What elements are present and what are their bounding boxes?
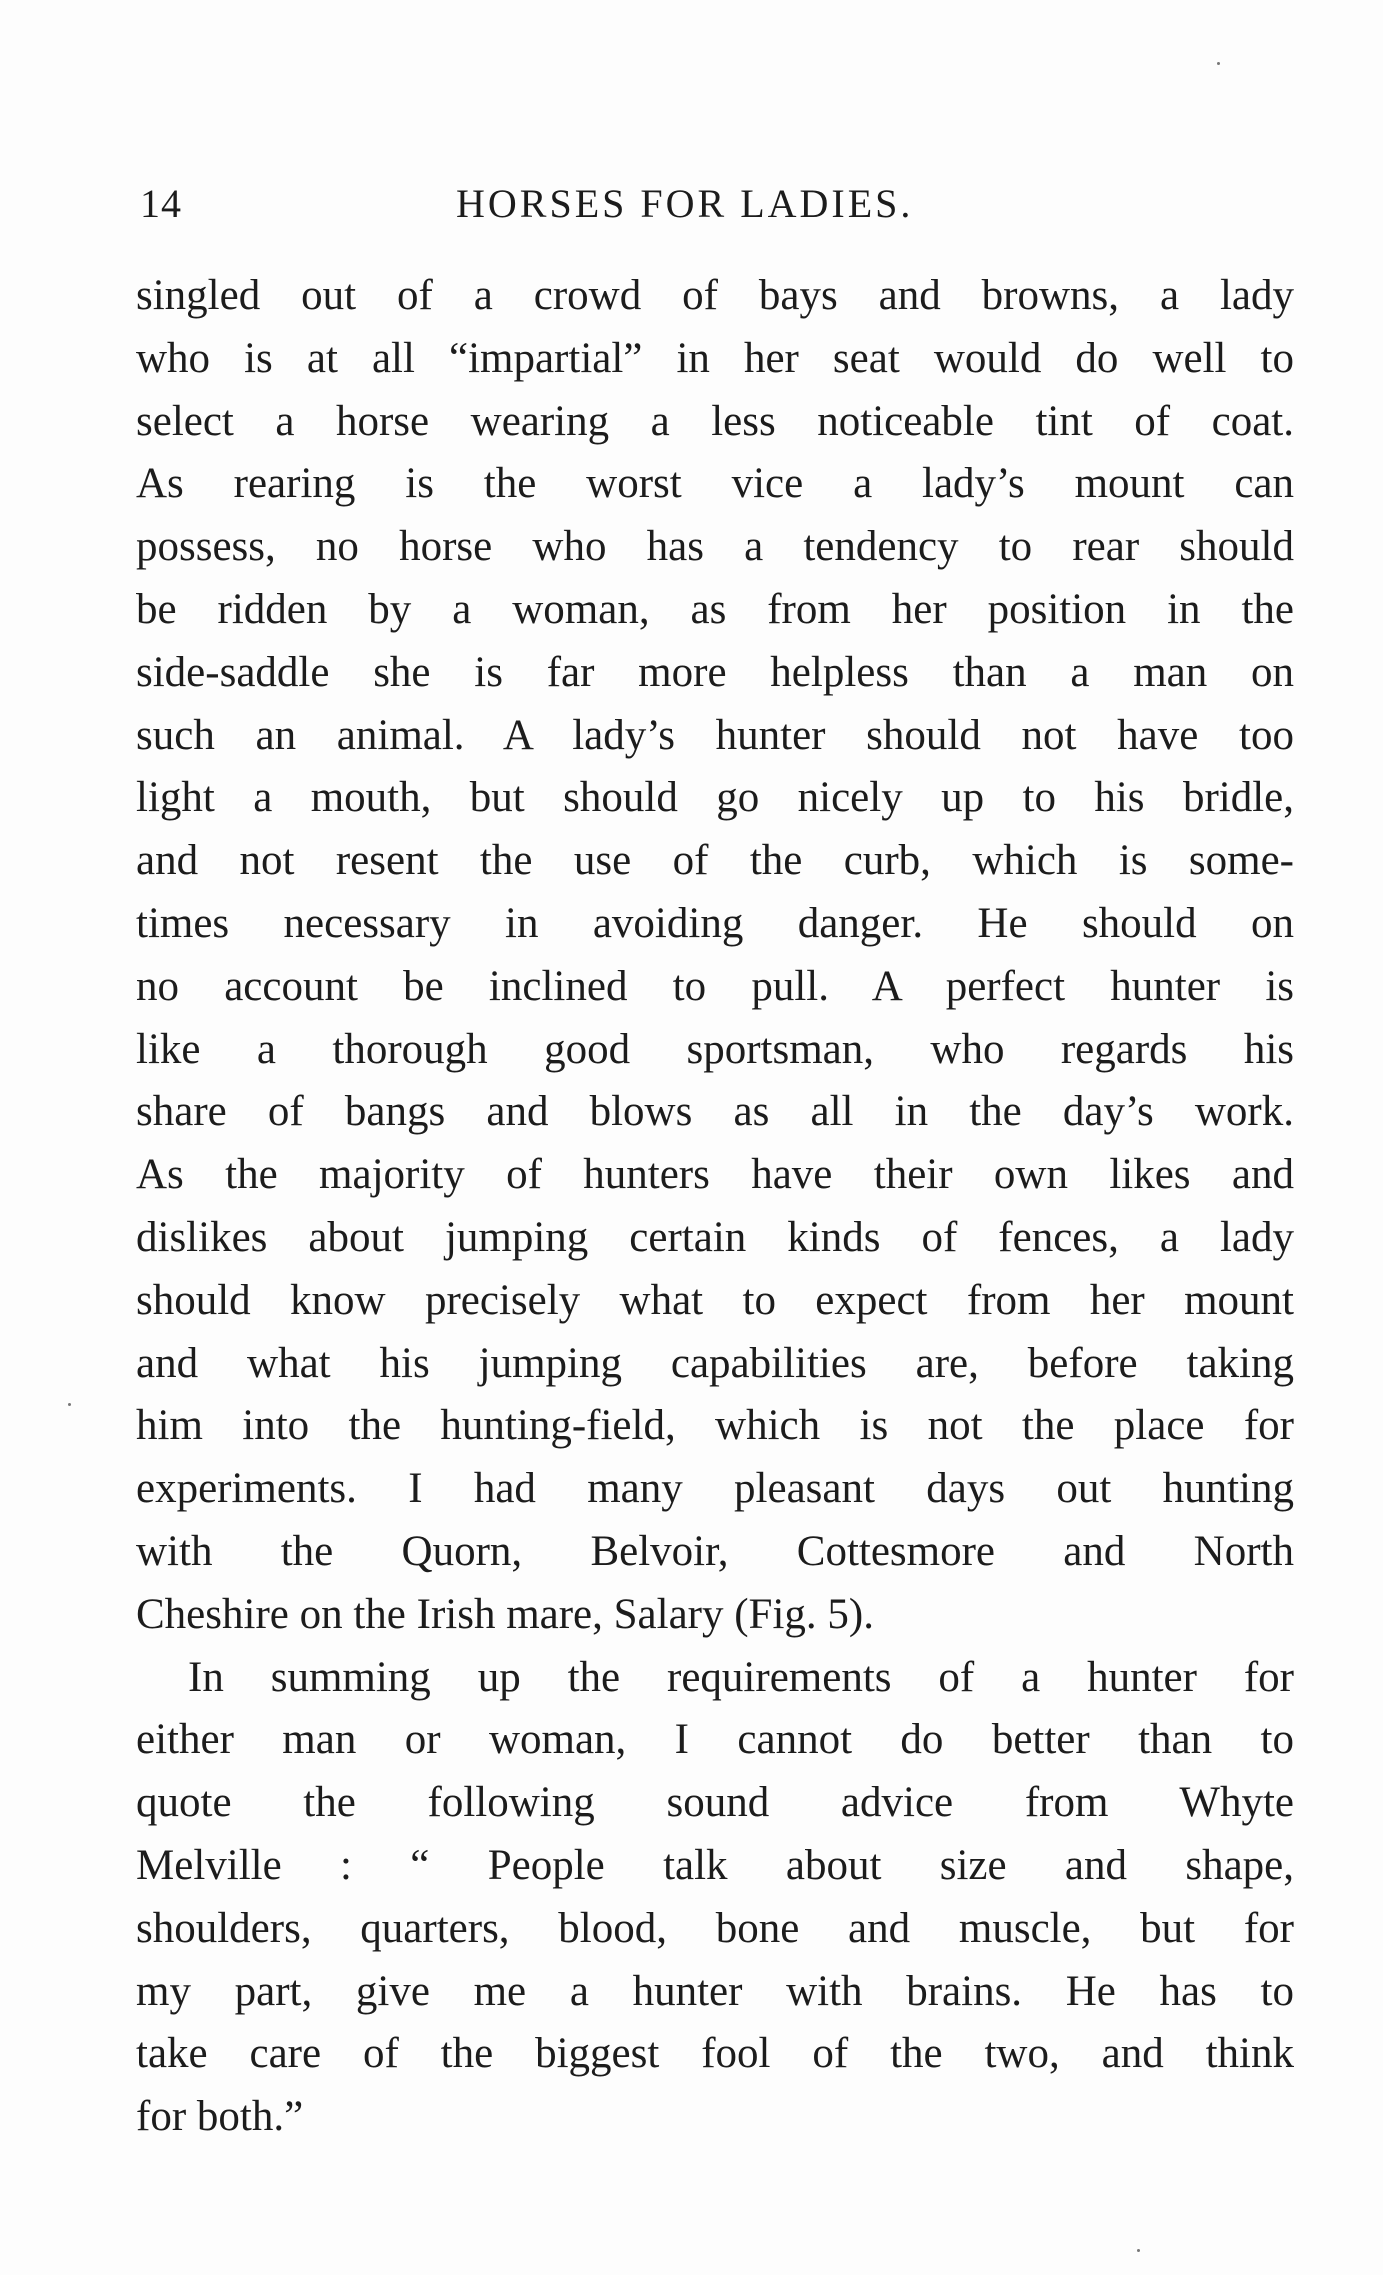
- text-line: such an animal. A lady’s hunter should not have too: [136, 711, 1294, 759]
- text-line: As the majority of hunters have their own likes and: [136, 1151, 1294, 1199]
- text-line: dislikes about jumping certain kinds of fences, a lady: [136, 1213, 1294, 1261]
- body-text: [136, 265, 1294, 2149]
- text-line: possess, no horse who has a tendency to rear should: [136, 523, 1294, 571]
- text-line: for both.”: [136, 2093, 304, 2141]
- text-line: shoulders, quarters, blood, bone and muscle, but for: [136, 1904, 1294, 1952]
- text-line: quote the following sound advice from Whyte: [136, 1779, 1294, 1827]
- text-line: who is at all “impartial” in her seat would do well to: [136, 334, 1294, 382]
- scan-speck: [1137, 2249, 1140, 2252]
- text-line: be ridden by a woman, as from her position in the: [136, 585, 1294, 633]
- text-line: him into the hunting-field, which is not the place for: [136, 1402, 1294, 1450]
- text-line: Melville : “ People talk about size and shape,: [136, 1841, 1294, 1889]
- text-line: select a horse wearing a less noticeable tint of coat.: [136, 397, 1294, 445]
- scan-speck: [68, 1403, 71, 1406]
- text-line: either man or woman, I cannot do better than to: [136, 1716, 1294, 1764]
- text-line: As rearing is the worst vice a lady’s mount can: [136, 460, 1294, 508]
- scan-speck: [1217, 62, 1220, 65]
- paragraph-1: [136, 265, 1294, 1647]
- text-line: Cheshire on the Irish mare, Salary (Fig. 5).: [136, 1590, 874, 1638]
- text-line: take care of the biggest fool of the two, and think: [136, 2030, 1294, 2078]
- paragraph-2: [136, 1647, 1294, 2149]
- page-number: 14: [140, 181, 182, 226]
- text-line: times necessary in avoiding danger. He should on: [136, 899, 1294, 947]
- text-line: my part, give me a hunter with brains. He has to: [136, 1967, 1294, 2015]
- text-line: should know precisely what to expect from her mount: [136, 1276, 1294, 1324]
- text-line: and not resent the use of the curb, which is some-: [136, 837, 1294, 885]
- text-line: with the Quorn, Belvoir, Cottesmore and North: [136, 1527, 1294, 1575]
- text-line: In summing up the requirements of a hunter for: [188, 1653, 1294, 1701]
- text-line: share of bangs and blows as all in the day’s work.: [136, 1088, 1294, 1136]
- text-line: experiments. I had many pleasant days out hunting: [136, 1465, 1294, 1513]
- text-line: no account be inclined to pull. A perfect hunter is: [136, 962, 1294, 1010]
- text-line: light a mouth, but should go nicely up to his bridle,: [136, 774, 1294, 822]
- text-line: singled out of a crowd of bays and browns, a lady: [136, 272, 1294, 319]
- text-line: like a thorough good sportsman, who regards his: [136, 1025, 1294, 1073]
- running-head: HORSES FOR LADIES.: [456, 181, 914, 226]
- text-line: and what his jumping capabilities are, before taking: [136, 1339, 1294, 1387]
- text-line: side-saddle she is far more helpless than a man on: [136, 648, 1294, 696]
